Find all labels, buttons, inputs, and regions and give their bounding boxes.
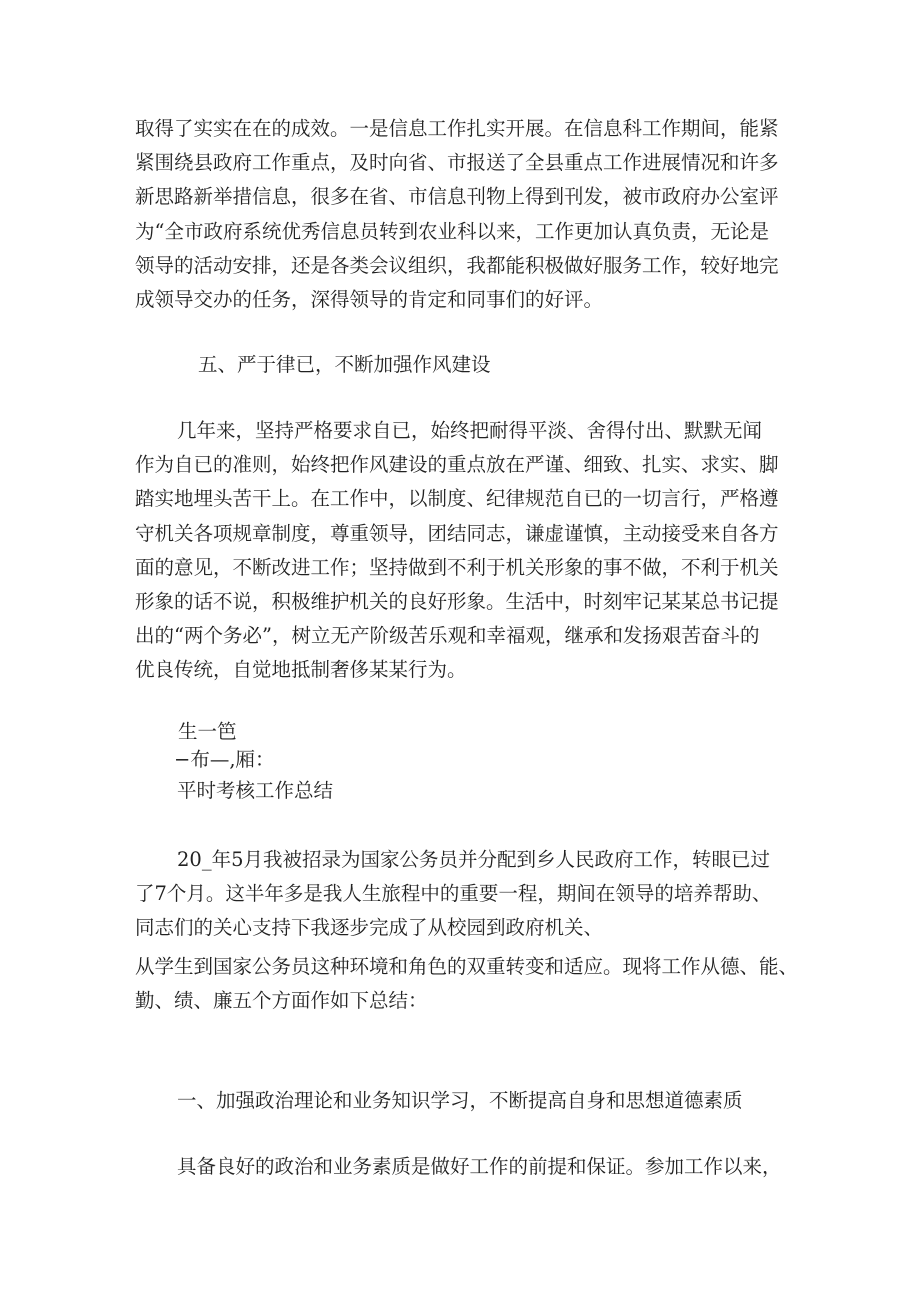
paragraph-achievements bbox=[135, 112, 795, 317]
text-line: 紧围绕县政府工作重点，及时向省、市报送了全县重点工作进展情况和许多 bbox=[135, 151, 779, 175]
text-line: 踏实地埋头苦干上。在工作中，以制度、纪律规范自已的一切言行，严格遵 bbox=[135, 487, 779, 511]
text-line: 同志们的关心支持下我逐步完成了从校园到政府机关、 bbox=[135, 916, 604, 940]
text-line: 几年来，坚持严格要求自已，始终把耐得平淡、舍得付出、默默无闻 bbox=[177, 419, 763, 442]
text-line: 从学生到国家公务员这种环境和角色的双重转变和适应。现将工作从德、能、 bbox=[135, 955, 799, 978]
text-line: 优良传统，自觉地抵制奢侈某某行为。 bbox=[135, 658, 467, 682]
section-heading-1: 一、加强政治理论和业务知识学习，不断提高自身和思想道德素质 bbox=[177, 1089, 743, 1112]
text-line: 守机关各项规章制度，尊重领导，团结同志，谦虚谨慎，主动接受来自各方 bbox=[135, 521, 779, 545]
paragraph-summary bbox=[135, 950, 799, 1018]
paragraph-qualities: 具备良好的政治和业务素质是做好工作的前提和保证。参加工作以来， bbox=[177, 1155, 782, 1178]
text-line: 形象的话不说，积极维护机关的良好形象。生活中，时刻牢记某某总书记提 bbox=[135, 590, 779, 614]
section-heading-5: 五、严于律已，不断加强作风建设 bbox=[198, 353, 491, 376]
document-title: 平时考核工作总结 bbox=[177, 779, 334, 802]
paragraph-conduct bbox=[135, 414, 795, 688]
text-line: 了7个月。这半年多是我人生旅程中的重要一程，期间在领导的培养帮助、 bbox=[135, 882, 772, 906]
text-line: 为“全市政府系统优秀信息员转到农业科以来，工作更加认真负责，无论是 bbox=[135, 219, 769, 243]
text-line: 新思路新举措信息，很多在省、市信息刊物上得到刊发，被市政府办公室评 bbox=[135, 185, 779, 209]
text-line: 取得了实实在在的成效。一是信息工作扎实开展。在信息科工作期间，能紧 bbox=[135, 117, 779, 140]
text-line: 作为自已的准则，始终把作风建设的重点放在严谨、细致、扎实、求实、脚 bbox=[135, 453, 779, 477]
paragraph-intro bbox=[135, 843, 795, 946]
text-line: 勤、绩、廉五个方面作如下总结： bbox=[135, 989, 428, 1013]
text-line: 20_年5月我被招录为国家公务员并分配到乡人民政府工作，转眼已过 bbox=[177, 848, 770, 871]
label-line-1: 生一笆 bbox=[178, 720, 237, 743]
text-line: 领导的活动安排，还是各类会议组织，我都能积极做好服务工作，较好地完 bbox=[135, 253, 779, 277]
text-line: 出的“两个务必”，树立无产阶级苦乐观和幸福观，继承和发扬艰苦奋斗的 bbox=[135, 624, 760, 648]
text-line: 成领导交办的任务，深得领导的肯定和同事们的好评。 bbox=[135, 288, 604, 312]
label-line-2: −布—,厢： bbox=[174, 748, 275, 771]
text-line: 面的意见，不断改进工作；坚持做到不利于机关形象的事不做，不利于机关 bbox=[135, 555, 779, 579]
